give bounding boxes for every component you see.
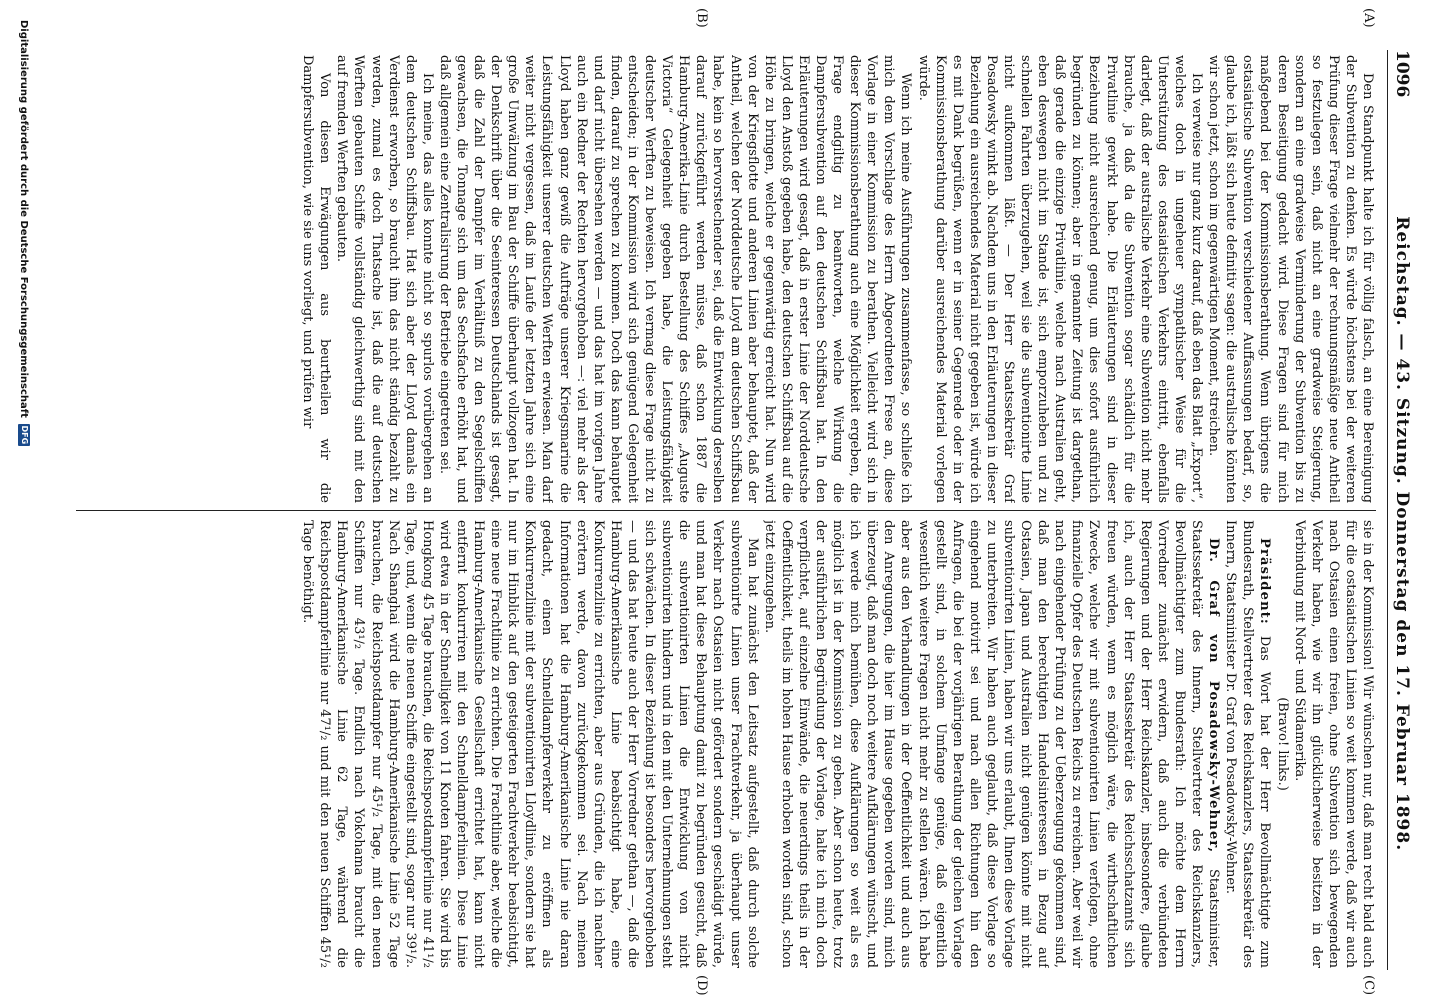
page-header xyxy=(1387,50,1422,970)
right-column xyxy=(76,520,1376,968)
paragraph: Man hat zunächst den Leitsatz aufgestellt, daß durch solche subventionirte Linien unser Frachtverkehr, ja überhaupt unser Verkehr nach Ostasien nicht gefördert sondern geschädigt würde, und man hat diese Behauptung damit zu begründen gesucht, daß die subventionirten Linien die Entwicklung von nicht subventionirten hindern und in den mit den Unternehmungen steht sich schwächen. In dieser Beziehung ist besonders hervorgehoben — und das hat heute auch der Herr Vorredner gethan —, daß die Hamburg-Amerikanische Linie beabsichtigt habe, eine Konkurrenzlinie zu errichten, aber aus Gründen, die ich nachher erörtern werde, davon zurückgekommen sei. Nach meinen Informationen hat die Hamburg-Amerikanische Linie nie daran gedacht, einen Schnelldampferverkehr zu eröffnen als Konkurrenzlinie mit der subventionirten Lloydlinie, sondern sie hat nur im Hinblick auf den gesteigerten Frachtverkehr beabsichtigt, eine neue Frachtlinie zu errichten. Die Frachtlinie aber, welche die Hamburg-Amerikanische Gesellschaft errichtet hat, kann nicht entfernt konkurriren mit den Schnelldampferlinien. Diese Linie wird etwa in der Schnelligkeit von 11 Knoten fahren. Sie wird bis Hongkong 45 Tage brauchen, die Reichspostdampferlinie nur 41¹/₂ Tage, und, wenn die neuen Schiffe eingestellt sind, sogar nur 39¹/₂. Nach Shanghai wird die Hamburg-Amerikanische Linie 52 Tage brauchen, die Reichspostdampfer nur 45¹/₂ Tage, mit den neuen Schiffen nur 43¹/₂ Tage. Endlich nach Yokohama braucht die Hamburg-Amerikanische Linie 62 Tage, während die Reichspostdampferlinie nur 47¹/₂ und mit den neuen Schiffen 45¹/₂ Tage benöthigt. xyxy=(300,520,760,968)
paragraph: Von diesen Erwägungen aus beurtheilen wir die Dampfersubvention, wie sie uns vorliegt, und prüfen wir xyxy=(300,55,333,503)
column-divider xyxy=(76,510,1376,511)
paragraph: Den Standpunkt halte ich für völlig falsch, an eine Bereinigung der Subvention zu denken. Es würde höchstens bei der weiteren Prüfung dieser Frage vielmehr der rechnungsmäßige neue Antheil so festzulegen sein, daß nicht an eine gradweise Steigerung, sondern an eine gradweise Verminderung der Subvention bis zu deren Beseitigung gedacht wird. Diese Fragen sind für mich maßgebend bei der Kommissionsberathung. Wenn übrigens die ostasiatische Subvention verschiedener Auffassungen bedarf, so, glaube ich, läßt sich heute definitiv sagen: die australische könnten wir schon jetzt, schon im gegenwärtigen Moment, streichen. xyxy=(1206,55,1375,503)
speaker-statement xyxy=(761,520,1223,968)
footer-text: Digitalisierung gefördert durch die Deutsche Forschungsgemeinschaft xyxy=(18,20,30,418)
speaker-text: Staatsminister, Staatssekretär des Innern, Stellvertreter des Reichskanzlers, Bevollmächtigter zum Bundesrath: Ich möchte dem Herrn Vorredner zunächst erwidern, daß auch die verbündeten Regierungen und der Herr Reichskanzler, insbesondere, glaube ich, auch der Herr Staatssekretär des Reichsschatzamts sich freuen würden, wenn es möglich wäre, die wirthschaftlichen Zwecke, welche wir mit subventionirten Linien verfolgen, ohne finanzielle Opfer des Deutschen Reichs zu erreichen. Aber weil wir nach eingehender Prüfung zu der Ueberzeugung gekommen sind, daß man den berechtigten Handelsinteressen in Bezug auf Ostasien, Japan und Australien nicht genügen könnte mit nicht subventionirten Linien, haben wir uns erlaubt, Ihnen diese Vorlage zu unterbreiten. Wir haben auch geglaubt, daß diese Vorlage so eingehend motivirt sei und nach allen Richtungen hin den Anfragen, die bei der vorjährigen Berathung der gleichen Vorlage gestellt sind, in solchem Umfange genüge, daß eigentlich wesentlich weitere Fragen nicht mehr zu stellen wären. Ich habe aber aus den Verhandlungen in der Oeffentlichkeit und auch aus den Anregungen, die hier im Hause gegeben worden sind, mich überzeugt, daß man doch noch weitere Aufklärungen wünscht, und ich werde mich bemühen, diese Aufklärungen so weit als es möglich ist in der Kommission zu geben. Aber schon heute, trotz der ausführlichen Begründung der Vorlage, halte ich mich doch verpflichtet, auf einzelne Einwände, die neuerdings theils in der Oeffentlichkeit, theils im hohen Hause erhoben worden sind, schon jetzt einzugehen. xyxy=(761,520,1222,968)
paragraph: Ich meine, das alles konnte nicht so spurlos vorübergehen an dem deutschen Schiffsbau. Hat sich aber der Lloyd damals ein Verdienst erworben, so braucht ihm das nicht ständig bezahlt zu werden, zumal es doch Thatsache ist, daß die auf deutschen Werften gebauten Schiffe vollständig gleichwerthig sind mit den auf fremden Werften gebauten. xyxy=(334,55,435,503)
paragraph: Wenn ich meine Ausführungen zusammenfasse, so schließe ich mich dem Vorschlage des Herrn Abgeordneten Frese an, diese Vorlage in einer Kommission zu berathen. Vielleicht wird sich in dieser Kommissionsberathung auch eine Möglichkeit ergeben, die Frage endgiltig zu beantworten, welche Wirkung die Dampfersubvention auf den deutschen Schiffsbau hat. In den Erläuterungen wird gesagt, daß in erster Linie der Norddeutsche Lloyd den Anstoß gegeben habe, den deutschen Schiffsbau auf die Höhe zu bringen, welche er gegenwärtig erreicht hat. Nun wird von der Kriegsflotte und anderen Linien aber behauptet, daß der Antheil, welchen der Norddeutsche Lloyd am deutschen Schiffsbau habe, kein so hervorstechender sei, daß die Entwicklung derselben darauf zurückgeführt werden müsse, daß schon 1887 die Hamburg-Amerika-Linie durch Bestellung des Schiffes „Auguste Victoria“ Gelegenheit gegeben habe, die Leistungsfähigkeit deutscher Werften zu beweisen. Ich vermag diese Frage nicht zu entscheiden; in der Kommission wird sich genügend Gelegenheit finden, darauf zu sprechen zu kommen. Doch das kann behauptet und darf nicht übersehen werden — und das hat im vorigen Jahre auch ein Redner der Rechten hervorgehoben —: viel mehr als der Lloyd haben ganz gewiß die Aufträge unserer Kriegsmarine die Leistungsfähigkeit unserer deutschen Werften erwiesen. Man darf weiter nicht vergessen, daß im Laufe der letzten Jahre sich eine große Umwälzung im Bau der Schiffe überhaupt vollzogen hat. In der Denkschrift über die Seeinteressen Deutschlands ist gesagt, daß die Zahl der Dampfer im Verhältniß zu den Segelschiffen gewachsen, die Tonnage sich um das Sechsfache erhöht hat, und daß allgemein eine Zentralisirung der Betriebe eingetreten sei. xyxy=(436,55,914,503)
page-number: 1096 xyxy=(1392,50,1412,98)
margin-marker-c: (C) xyxy=(1361,975,1376,996)
margin-marker-d: (D) xyxy=(694,975,709,996)
paragraph: Ich verweise nur ganz kurz darauf, daß eben das Blatt „Export“, welches doch in ungeheuer sympathischer Weise für die Unterstützung des ostasiatischen Verkehrs eintritt, ebenfalls darlegt, daß der australische Verkehr eine Subvention nicht mehr brauche, ja daß da die Subvention sogar schädlich für die Privatlinie gewirkt habe. Die Erläuterungen sind in dieser Beziehung nicht ausreichend genug, um dies sofort ausführlich begründen zu können; aber in genannter Zeitung ist dargethan, daß gerade die einzige Privatlinie, welche nach Australien geht, eben deswegen nicht im Stande ist, sich emporzuheben und zu schnellen Fahrten überzugehen, weil sie die subventionirte Linie nicht aufkommen läßt. — Der Herr Staatssekretär Graf Posadowsky winkt ab. Nachdem uns in den Erläuterungen in dieser Beziehung ein ausreichendes Material nicht gegeben ist, würde ich es mit Dank begrüßen, wenn er in seiner Gegenrede oder in der Kommissionsberathung darüber ausreichendes Material vorlegen würde. xyxy=(915,55,1205,503)
page-title: Reichstag. — 43. Sitzung. Donnerstag den 17. Februar 1898. xyxy=(1392,216,1412,852)
president-label: Präsident: xyxy=(1257,538,1273,625)
president-text: Das Wort hat der Herr Bevollmächtigte zum Bundesrath, Stellvertreter des Reichskanzlers, Staatssekretär des Innern, Staatsminister Dr. Graf von Posadowsky-Wehner. xyxy=(1223,520,1273,968)
speaker-label: Dr. Graf von Posadowsky-Wehner, xyxy=(1206,538,1222,854)
paragraph: sie in der Kommission! Wir wünschen nur, daß man recht bald auch für die ostasiatischen Linien so weit kommen werde, daß wir auch nach Ostasien einen freien, ohne Subvention sich bewegenden Verkehr haben, wie wir ihn glücklicherweise besitzen in der Verbindung mit Nord- und Südamerika. xyxy=(1291,520,1375,968)
applause-note: (Bravo! links.) xyxy=(1274,697,1290,791)
dfg-logo-icon: DFG xyxy=(20,425,29,445)
president-statement xyxy=(1222,520,1273,968)
digitization-footer xyxy=(14,20,34,1000)
margin-marker-b: (B) xyxy=(694,8,709,28)
margin-marker-a: (A) xyxy=(1361,8,1376,28)
left-column xyxy=(76,55,1376,503)
